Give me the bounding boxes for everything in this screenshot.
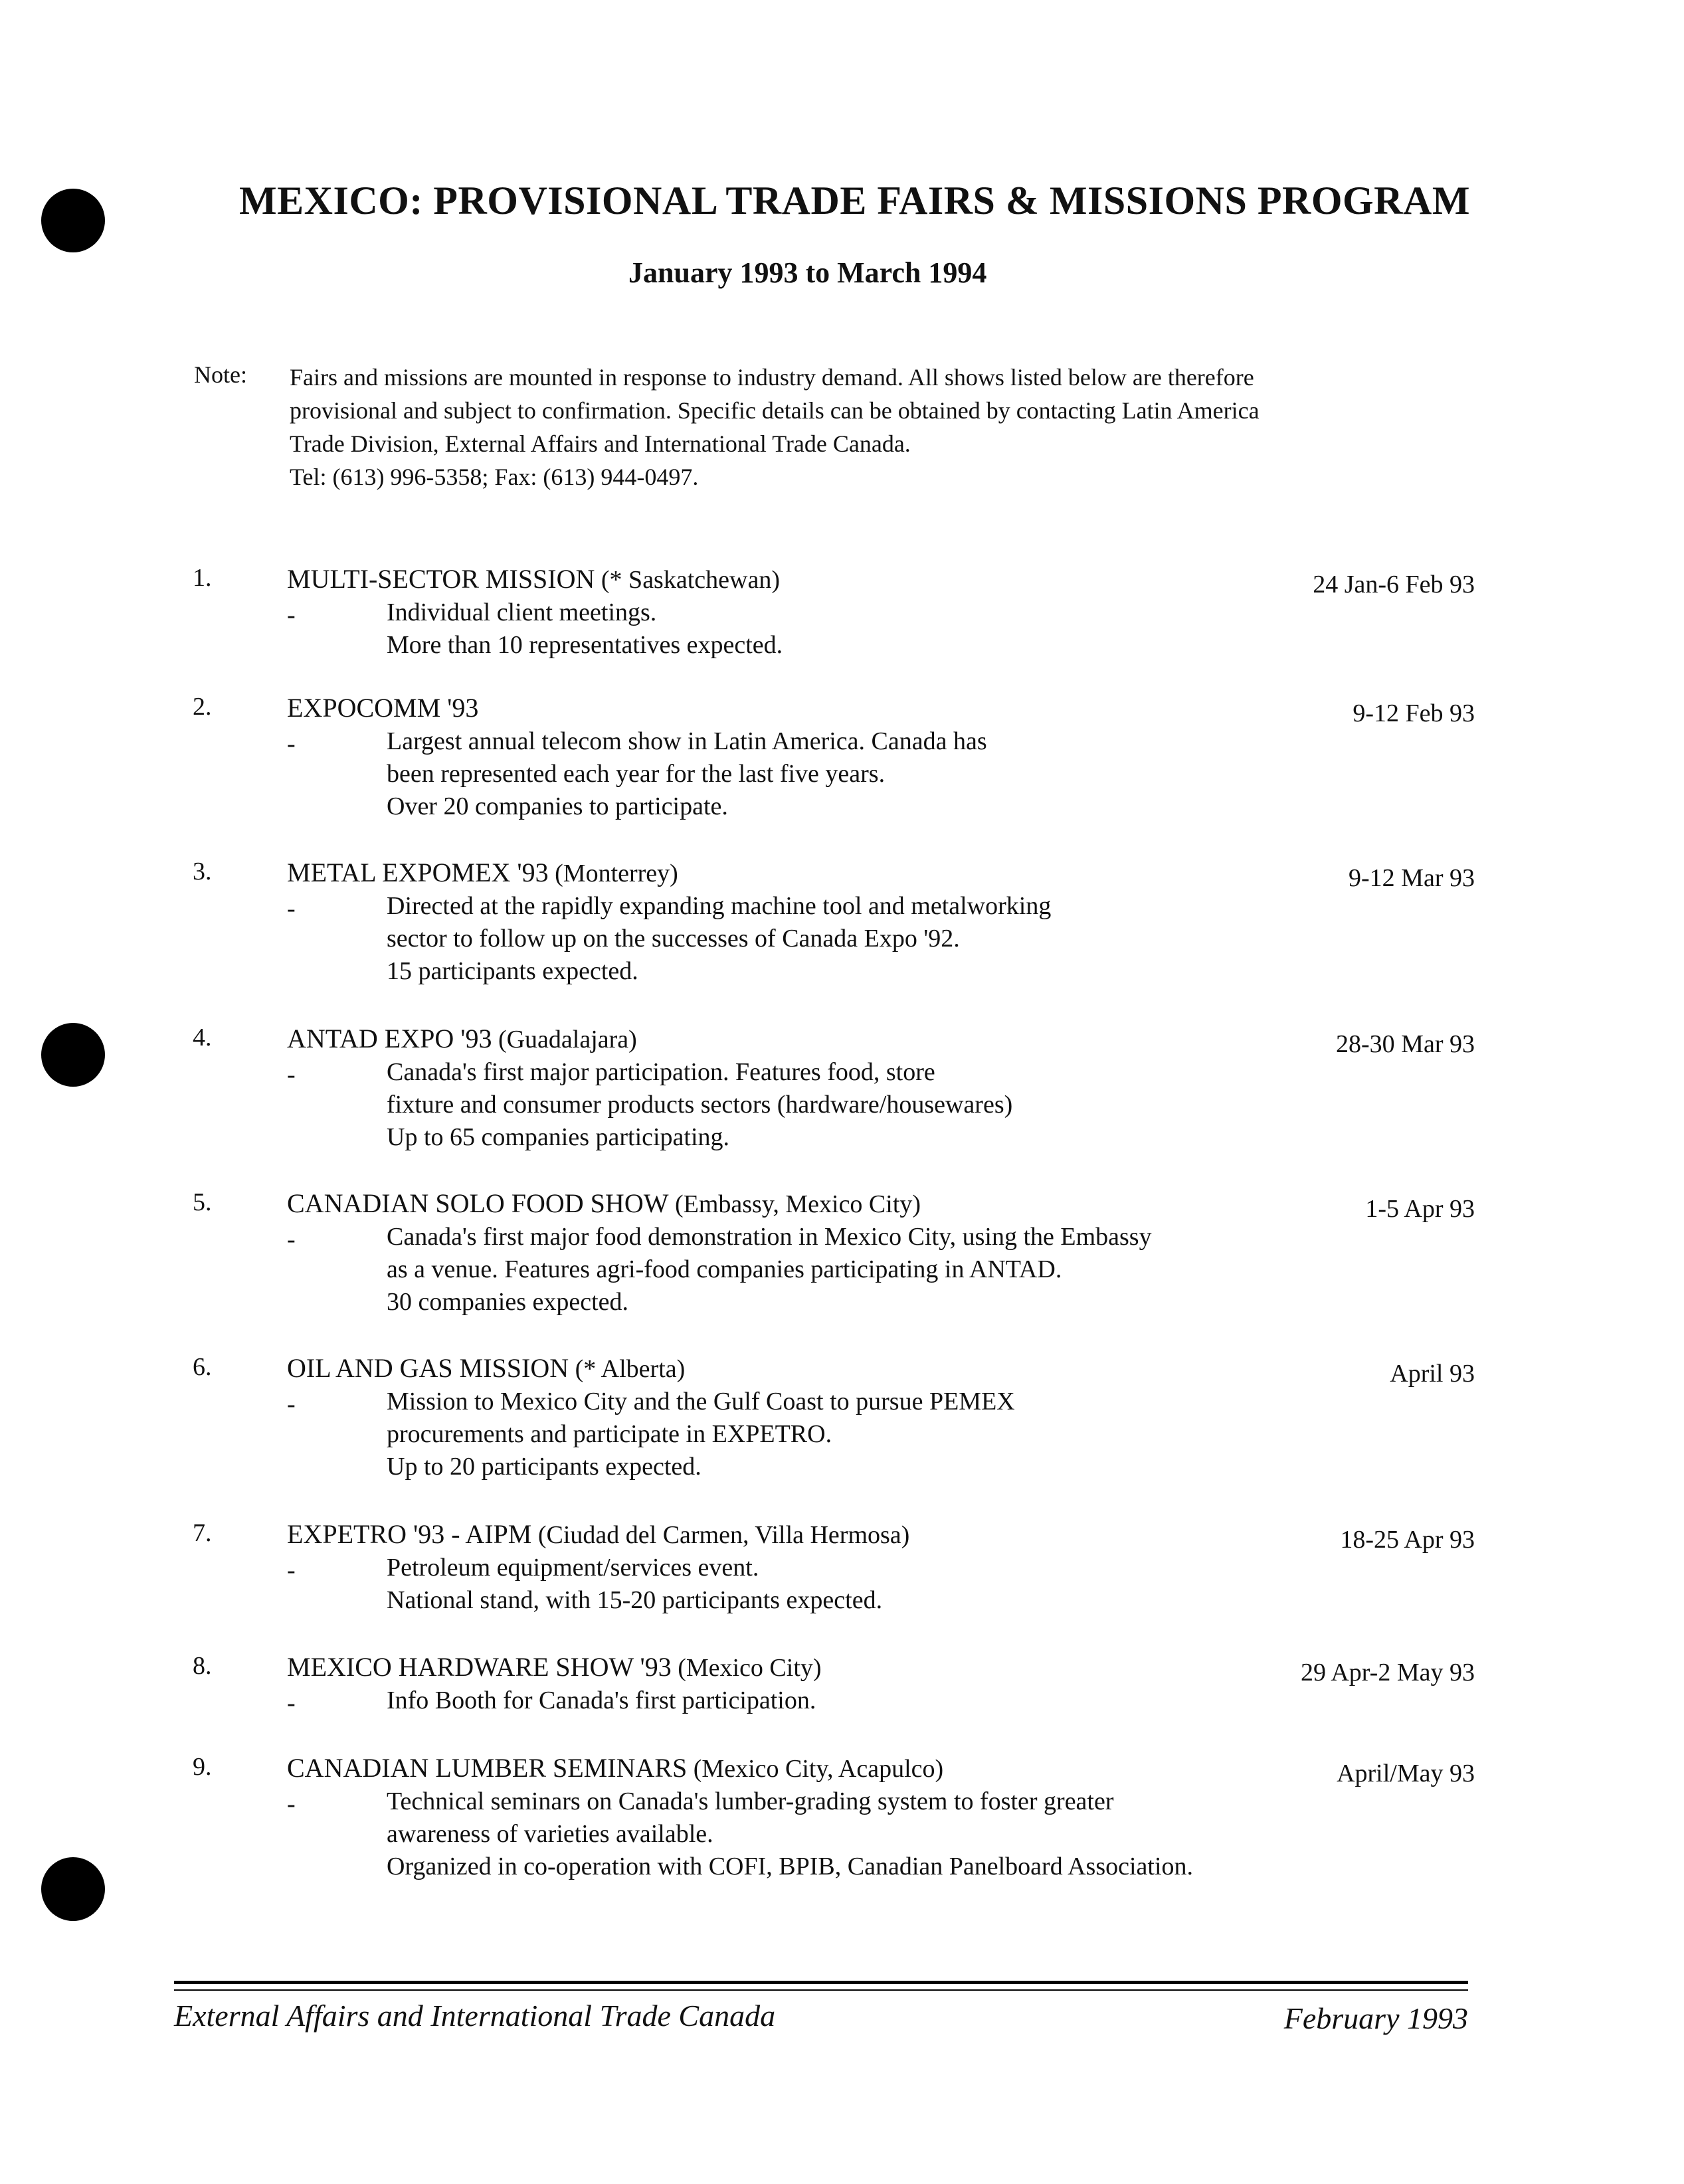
item-dash: - bbox=[287, 1556, 296, 1584]
item-line: Petroleum equipment/services event. bbox=[387, 1554, 759, 1582]
list-item bbox=[0, 563, 1684, 709]
item-description bbox=[387, 1684, 816, 1717]
item-line: Technical seminars on Canada's lumber-grading system to foster greater bbox=[387, 1787, 1114, 1815]
item-line: awareness of varieties available. bbox=[387, 1820, 713, 1848]
item-detail: (Guadalajara) bbox=[492, 1026, 637, 1053]
item-dash: - bbox=[287, 1790, 296, 1818]
item-heading bbox=[287, 563, 780, 594]
item-number: 8. bbox=[193, 1652, 212, 1680]
item-number: 7. bbox=[193, 1519, 212, 1547]
list-item bbox=[0, 1518, 1684, 1665]
item-dash: - bbox=[287, 1061, 296, 1089]
item-date: 28-30 Mar 93 bbox=[1336, 1030, 1475, 1058]
list-item bbox=[0, 857, 1684, 1003]
list-item bbox=[0, 1752, 1684, 1898]
item-name: ANTAD EXPO '93 bbox=[287, 1024, 492, 1053]
footer-date: February 1993 bbox=[1283, 2001, 1468, 2035]
item-date: 9-12 Feb 93 bbox=[1353, 699, 1475, 727]
note-text bbox=[290, 361, 1465, 494]
item-detail: (* Alberta) bbox=[569, 1355, 686, 1383]
item-date: April/May 93 bbox=[1337, 1760, 1475, 1787]
item-name: CANADIAN SOLO FOOD SHOW bbox=[287, 1188, 669, 1218]
item-line: 15 participants expected. bbox=[387, 957, 638, 985]
item-number: 9. bbox=[193, 1753, 212, 1781]
item-detail: (Ciudad del Carmen, Villa Hermosa) bbox=[531, 1521, 910, 1549]
footer-rule bbox=[174, 1981, 1468, 1984]
item-name: MEXICO HARDWARE SHOW '93 bbox=[287, 1652, 672, 1682]
item-date: 24 Jan-6 Feb 93 bbox=[1313, 571, 1475, 598]
item-detail: (Monterrey) bbox=[548, 860, 678, 887]
footer-rule bbox=[174, 1989, 1468, 1991]
item-line: Canada's first major food demonstration in Mexico City, using the Embassy bbox=[387, 1223, 1152, 1251]
item-line: procurements and participate in EXPETRO. bbox=[387, 1420, 832, 1448]
item-detail: (Embassy, Mexico City) bbox=[668, 1190, 921, 1218]
item-name: EXPETRO '93 - AIPM bbox=[287, 1519, 532, 1549]
item-heading bbox=[287, 1352, 685, 1384]
item-date: 18-25 Apr 93 bbox=[1340, 1526, 1475, 1554]
item-heading bbox=[287, 692, 478, 723]
item-heading bbox=[287, 1518, 909, 1550]
item-heading bbox=[287, 1651, 822, 1683]
item-line: Up to 20 participants expected. bbox=[387, 1453, 702, 1481]
item-line: Mission to Mexico City and the Gulf Coast to pursue PEMEX bbox=[387, 1388, 1015, 1415]
page-subtitle: January 1993 to March 1994 bbox=[628, 256, 987, 289]
item-dash: - bbox=[287, 601, 296, 629]
item-line: More than 10 representatives expected. bbox=[387, 631, 783, 659]
item-number: 6. bbox=[193, 1353, 212, 1381]
item-number: 3. bbox=[193, 858, 212, 885]
note-line: Fairs and missions are mounted in response to industry demand. All shows listed below are therefore bbox=[290, 364, 1254, 391]
item-name: OIL AND GAS MISSION bbox=[287, 1353, 569, 1383]
item-name: CANADIAN LUMBER SEMINARS bbox=[287, 1753, 688, 1783]
list-item bbox=[0, 692, 1684, 838]
punch-hole bbox=[41, 189, 105, 252]
item-description bbox=[387, 1785, 1193, 1883]
item-description bbox=[387, 890, 1051, 988]
item-dash: - bbox=[287, 1390, 296, 1418]
item-name: EXPOCOMM '93 bbox=[287, 693, 479, 723]
item-description bbox=[387, 596, 783, 662]
item-number: 2. bbox=[193, 693, 212, 721]
item-heading bbox=[287, 1188, 921, 1219]
item-date: 29 Apr-2 May 93 bbox=[1300, 1659, 1475, 1686]
item-description bbox=[387, 725, 987, 823]
item-line: Up to 65 companies participating. bbox=[387, 1123, 730, 1151]
item-line: Largest annual telecom show in Latin America. Canada has bbox=[387, 727, 987, 755]
item-description bbox=[387, 1552, 882, 1617]
item-line: Organized in co-operation with COFI, BPIB, Canadian Panelboard Association. bbox=[387, 1853, 1194, 1880]
item-line: as a venue. Features agri-food companies participating in ANTAD. bbox=[387, 1255, 1062, 1283]
item-heading bbox=[287, 857, 678, 888]
item-description bbox=[387, 1221, 1152, 1319]
item-heading bbox=[287, 1752, 943, 1783]
item-description bbox=[387, 1386, 1015, 1483]
item-line: fixture and consumer products sectors (hardware/housewares) bbox=[387, 1091, 1013, 1119]
note-line: provisional and subject to confirmation. Specific details can be obtained by contacting Latin America bbox=[290, 397, 1260, 424]
item-number: 1. bbox=[193, 564, 212, 592]
note-label: Note: bbox=[194, 361, 247, 388]
item-line: been represented each year for the last five years. bbox=[387, 760, 886, 788]
item-line: Directed at the rapidly expanding machine tool and metalworking bbox=[387, 892, 1052, 920]
item-name: MULTI-SECTOR MISSION bbox=[287, 564, 595, 594]
item-line: Individual client meetings. bbox=[387, 598, 657, 626]
item-number: 4. bbox=[193, 1024, 212, 1051]
item-line: 30 companies expected. bbox=[387, 1288, 629, 1316]
list-item bbox=[0, 1352, 1684, 1499]
item-detail: (Mexico City, Acapulco) bbox=[687, 1755, 944, 1783]
note-line: Tel: (613) 996-5358; Fax: (613) 944-0497. bbox=[290, 464, 699, 490]
note-line: Trade Division, External Affairs and International Trade Canada. bbox=[290, 430, 911, 457]
item-date: 9-12 Mar 93 bbox=[1349, 864, 1475, 892]
item-detail: (Mexico City) bbox=[671, 1654, 822, 1682]
item-dash: - bbox=[287, 730, 296, 758]
item-number: 5. bbox=[193, 1188, 212, 1216]
item-line: Over 20 companies to participate. bbox=[387, 792, 728, 820]
item-line: National stand, with 15-20 participants expected. bbox=[387, 1586, 883, 1614]
item-heading bbox=[287, 1023, 637, 1054]
item-line: sector to follow up on the successes of Canada Expo '92. bbox=[387, 925, 960, 953]
list-item bbox=[0, 1023, 1684, 1169]
item-date: 1-5 Apr 93 bbox=[1365, 1195, 1475, 1223]
item-name: METAL EXPOMEX '93 bbox=[287, 858, 549, 887]
item-detail: (* Saskatchewan) bbox=[595, 566, 780, 594]
item-dash: - bbox=[287, 1689, 296, 1717]
item-dash: - bbox=[287, 1226, 296, 1253]
item-dash: - bbox=[287, 895, 296, 923]
list-item bbox=[0, 1188, 1684, 1334]
footer-organization: External Affairs and International Trade Canada bbox=[174, 1999, 776, 2033]
item-line: Canada's first major participation. Features food, store bbox=[387, 1058, 935, 1086]
item-line: Info Booth for Canada's first participation. bbox=[387, 1686, 816, 1714]
item-description bbox=[387, 1056, 1012, 1154]
page-title: MEXICO: PROVISIONAL TRADE FAIRS & MISSIONS PROGRAM bbox=[239, 179, 1470, 223]
item-date: April 93 bbox=[1390, 1360, 1475, 1388]
